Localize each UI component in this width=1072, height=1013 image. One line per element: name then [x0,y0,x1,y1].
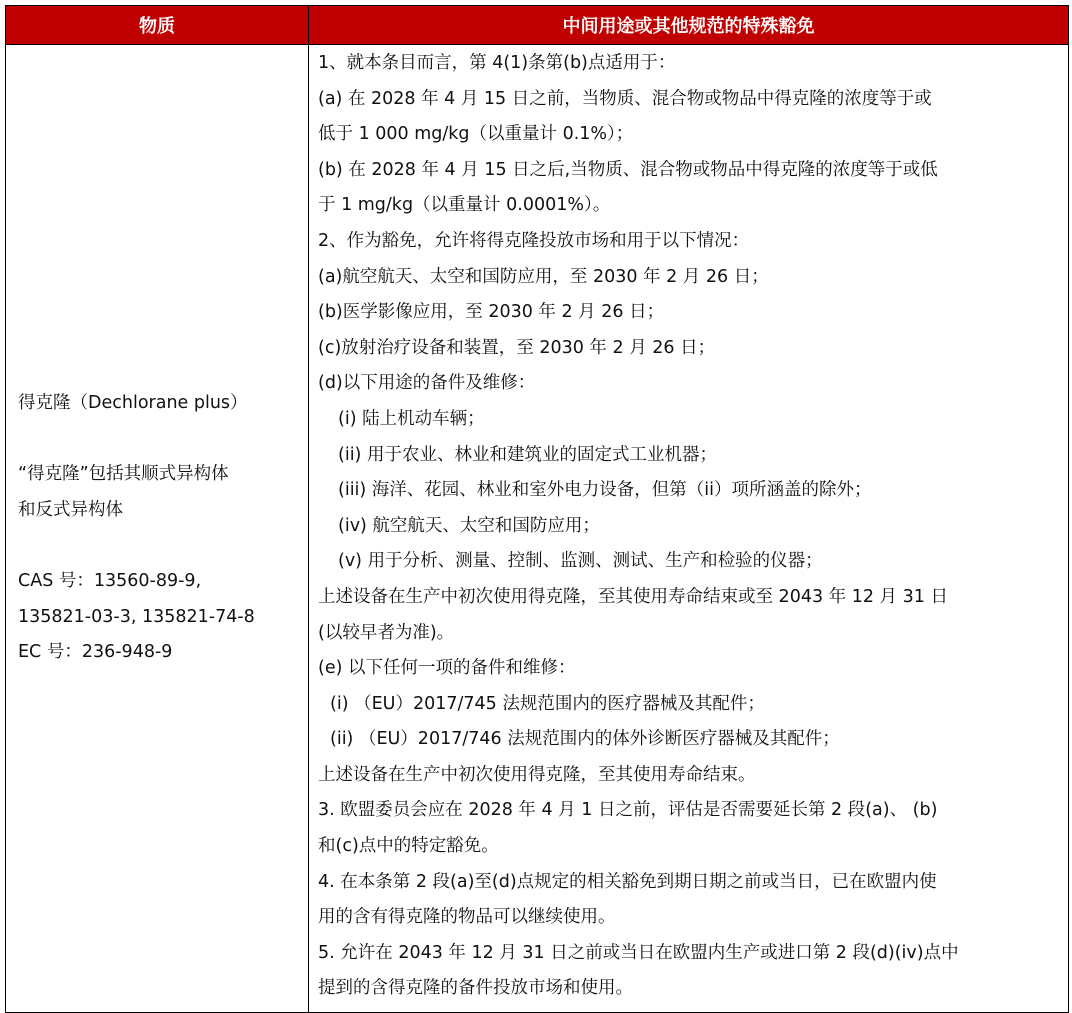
exemption-spec-cell [309,45,1069,1013]
clause-1a: (a) 在 2028 年 4 月 15 日之前，当物质、混合物或物品中得克隆的浓度等于或 [318,88,932,109]
clause-5: 5. 允许在 2043 年 12 月 31 日之前或当日在欧盟内生产或进口第 2 段(d)(iv)点中 [318,942,959,963]
spacer [18,422,302,458]
clause-2d-ii: (ii) 用于农业、林业和建筑业的固定式工业机器； [338,444,717,465]
clause-2d-v: (v) 用于分析、测量、控制、监测、测试、生产和检验的仪器； [338,551,823,572]
exemption-table [5,5,1069,1013]
spacer [18,529,302,565]
clause-4-cont: 用的含有得克隆的物品可以继续使用。 [318,907,616,928]
clause-4: 4. 在本条第 2 段(a)至(d)点规定的相关豁免到期日期之前或当日，已在欧盟内使 [318,871,937,892]
cas-number-cont: 135821-03-3, 135821-74-8 [18,606,255,627]
substance-note-cont: 和反式异构体 [18,499,123,520]
table-header-row [6,6,1069,45]
clause-1a-cont: 低于 1 000 mg/kg（以重量计 0.1%）； [318,124,634,145]
column-header-substance: 物质 [6,6,309,45]
substance-cell [6,45,309,1013]
clause-1: 1、就本条目而言，第 4(1)条第(b)点适用于： [318,53,676,73]
clause-2d-i: (i) 陆上机动车辆； [338,408,485,429]
clause-2e: (e) 以下任何一项的备件和维修： [318,658,576,679]
clause-2e-ii: (ii) （EU）2017/746 法规范围内的体外诊断医疗器械及其配件； [330,729,840,750]
clause-5-cont: 提到的含得克隆的备件投放市场和使用。 [318,978,633,999]
clause-3: 3. 欧盟委员会应在 2028 年 4 月 1 日之前，评估是否需要延长第 2 段(a)、 (b) [318,800,938,821]
clause-2c: (c)放射治疗设备和装置，至 2030 年 2 月 26 日； [318,337,716,358]
column-header-exemptions: 中间用途或其他规范的特殊豁免 [309,6,1069,45]
clause-2d-summary: 上述设备在生产中初次使用得克隆，至其使用寿命结束或至 2043 年 12 月 31 日 [318,586,948,607]
clause-2a: (a)航空航天、太空和国防应用，至 2030 年 2 月 26 日； [318,266,769,287]
clause-2d-iii: (iii) 海洋、花园、林业和室外电力设备，但第（ii）项所涵盖的除外； [338,480,872,501]
substance-note: “得克隆”包括其顺式异构体 [18,464,229,485]
clause-2e-i: (i) （EU）2017/745 法规范围内的医疗器械及其配件； [330,693,765,714]
clause-2: 2、作为豁免，允许将得克隆投放市场和用于以下情况： [318,230,750,251]
table-row [6,45,1069,1013]
clause-2d-iv: (iv) 航空航天、太空和国防应用； [338,515,600,536]
clause-2d: (d)以下用途的备件及维修： [318,373,536,394]
clause-1b-cont: 于 1 mg/kg（以重量计 0.0001%）。 [318,195,611,216]
substance-name: 得克隆（Dechlorane plus） [18,393,248,414]
clause-2b: (b)医学影像应用，至 2030 年 2 月 26 日； [318,302,665,323]
cas-number: CAS 号：13560-89-9, [18,571,202,592]
clause-1b: (b) 在 2028 年 4 月 15 日之后,当物质、混合物或物品中得克隆的浓度等于或低 [318,159,938,180]
clause-2e-summary: 上述设备在生产中初次使用得克隆，至其使用寿命结束。 [318,764,756,785]
ec-number: EC 号：236-948-9 [18,642,173,663]
clause-3-cont: 和(c)点中的特定豁免。 [318,836,499,857]
clause-2d-summary-cont: (以较早者为准)。 [318,622,455,643]
